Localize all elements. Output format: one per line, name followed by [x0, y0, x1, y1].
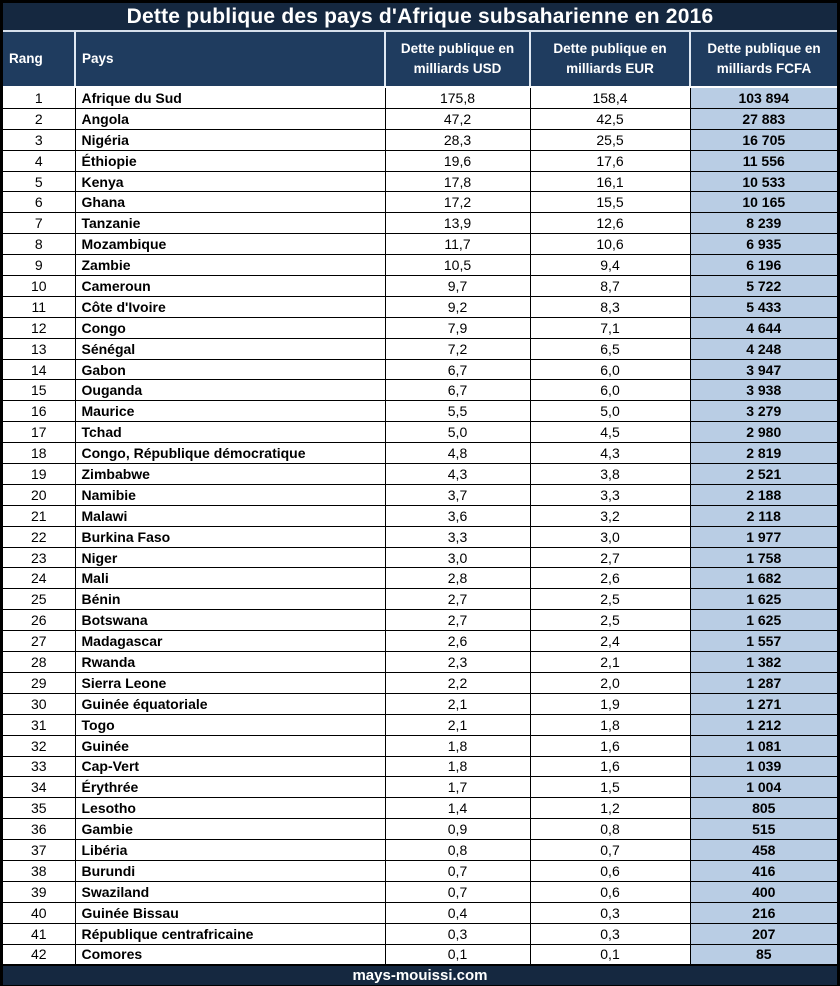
eur-cell: 0,8: [530, 819, 690, 840]
usd-cell: 9,2: [385, 296, 530, 317]
eur-cell: 12,6: [530, 213, 690, 234]
fcfa-cell: 416: [690, 860, 837, 881]
usd-cell: 7,2: [385, 338, 530, 359]
rank-cell: 41: [3, 923, 75, 944]
table-row: [3, 631, 837, 652]
country-cell: Zimbabwe: [75, 464, 385, 485]
usd-cell: 13,9: [385, 213, 530, 234]
rank-cell: 17: [3, 422, 75, 443]
fcfa-cell: 1 287: [690, 672, 837, 693]
eur-cell: 17,6: [530, 150, 690, 171]
usd-cell: 9,7: [385, 276, 530, 297]
table-row: [3, 798, 837, 819]
rank-cell: 23: [3, 547, 75, 568]
fcfa-cell: 515: [690, 819, 837, 840]
eur-cell: 2,0: [530, 672, 690, 693]
table-row: [3, 672, 837, 693]
country-cell: Rwanda: [75, 652, 385, 673]
country-cell: Guinée: [75, 735, 385, 756]
table-row: [3, 923, 837, 944]
country-cell: Côte d'Ivoire: [75, 296, 385, 317]
country-cell: Swaziland: [75, 881, 385, 902]
usd-cell: 0,3: [385, 923, 530, 944]
rank-cell: 6: [3, 192, 75, 213]
country-cell: Cameroun: [75, 276, 385, 297]
rank-cell: 36: [3, 819, 75, 840]
usd-cell: 3,7: [385, 484, 530, 505]
eur-cell: 5,0: [530, 401, 690, 422]
table-row: [3, 338, 837, 359]
rank-cell: 33: [3, 756, 75, 777]
table-row: [3, 902, 837, 923]
eur-cell: 0,6: [530, 881, 690, 902]
header-debt-eur: Dette publique en milliards EUR: [530, 32, 690, 87]
country-cell: Maurice: [75, 401, 385, 422]
table-row: [3, 317, 837, 338]
country-cell: Angola: [75, 108, 385, 129]
table-row: [3, 87, 837, 108]
eur-cell: 8,7: [530, 276, 690, 297]
table-row: [3, 296, 837, 317]
country-cell: Lesotho: [75, 798, 385, 819]
usd-cell: 175,8: [385, 87, 530, 108]
country-cell: Tanzanie: [75, 213, 385, 234]
header-debt-usd: Dette publique en milliards USD: [385, 32, 530, 87]
header-row: [3, 32, 837, 87]
rank-cell: 10: [3, 276, 75, 297]
country-cell: Afrique du Sud: [75, 87, 385, 108]
country-cell: Guinée Bissau: [75, 902, 385, 923]
country-cell: Nigéria: [75, 129, 385, 150]
country-cell: République centrafricaine: [75, 923, 385, 944]
usd-cell: 1,7: [385, 777, 530, 798]
country-cell: Bénin: [75, 589, 385, 610]
table-body: [3, 87, 837, 965]
rank-cell: 2: [3, 108, 75, 129]
usd-cell: 0,9: [385, 819, 530, 840]
usd-cell: 5,0: [385, 422, 530, 443]
eur-cell: 2,5: [530, 610, 690, 631]
country-cell: Togo: [75, 714, 385, 735]
usd-cell: 28,3: [385, 129, 530, 150]
eur-cell: 1,6: [530, 756, 690, 777]
usd-cell: 2,8: [385, 568, 530, 589]
fcfa-cell: 10 165: [690, 192, 837, 213]
eur-cell: 2,6: [530, 568, 690, 589]
fcfa-cell: 3 279: [690, 401, 837, 422]
fcfa-cell: 2 118: [690, 505, 837, 526]
country-cell: Congo, République démocratique: [75, 443, 385, 464]
table-row: [3, 380, 837, 401]
country-cell: Érythrée: [75, 777, 385, 798]
fcfa-cell: 1 625: [690, 589, 837, 610]
usd-cell: 1,8: [385, 735, 530, 756]
usd-cell: 47,2: [385, 108, 530, 129]
fcfa-cell: 6 935: [690, 234, 837, 255]
rank-cell: 16: [3, 401, 75, 422]
table-row: [3, 610, 837, 631]
usd-cell: 17,2: [385, 192, 530, 213]
table-row: [3, 860, 837, 881]
rank-cell: 5: [3, 171, 75, 192]
fcfa-cell: 6 196: [690, 255, 837, 276]
country-cell: Madagascar: [75, 631, 385, 652]
usd-cell: 7,9: [385, 317, 530, 338]
usd-cell: 2,2: [385, 672, 530, 693]
table-row: [3, 693, 837, 714]
fcfa-cell: 1 625: [690, 610, 837, 631]
fcfa-cell: 1 039: [690, 756, 837, 777]
table-row: [3, 150, 837, 171]
rank-cell: 12: [3, 317, 75, 338]
usd-cell: 1,4: [385, 798, 530, 819]
table-row: [3, 944, 837, 965]
table-row: [3, 505, 837, 526]
eur-cell: 15,5: [530, 192, 690, 213]
country-cell: Namibie: [75, 484, 385, 505]
table-header: [3, 32, 837, 87]
usd-cell: 17,8: [385, 171, 530, 192]
fcfa-cell: 2 819: [690, 443, 837, 464]
country-cell: Mozambique: [75, 234, 385, 255]
fcfa-cell: 10 533: [690, 171, 837, 192]
table-row: [3, 547, 837, 568]
table-row: [3, 735, 837, 756]
header-rank: Rang: [3, 32, 75, 87]
usd-cell: 3,6: [385, 505, 530, 526]
usd-cell: 3,0: [385, 547, 530, 568]
rank-cell: 32: [3, 735, 75, 756]
fcfa-cell: 11 556: [690, 150, 837, 171]
table-row: [3, 401, 837, 422]
usd-cell: 0,8: [385, 840, 530, 861]
eur-cell: 42,5: [530, 108, 690, 129]
usd-cell: 4,3: [385, 464, 530, 485]
eur-cell: 2,5: [530, 589, 690, 610]
rank-cell: 4: [3, 150, 75, 171]
fcfa-cell: 85: [690, 944, 837, 965]
rank-cell: 21: [3, 505, 75, 526]
usd-cell: 2,6: [385, 631, 530, 652]
fcfa-cell: 1 382: [690, 652, 837, 673]
eur-cell: 1,2: [530, 798, 690, 819]
rank-cell: 42: [3, 944, 75, 965]
country-cell: Zambie: [75, 255, 385, 276]
rank-cell: 26: [3, 610, 75, 631]
country-cell: Kenya: [75, 171, 385, 192]
footer-watermark: mays-mouissi.com: [3, 965, 837, 985]
rank-cell: 28: [3, 652, 75, 673]
country-cell: Burkina Faso: [75, 526, 385, 547]
fcfa-cell: 400: [690, 881, 837, 902]
eur-cell: 4,3: [530, 443, 690, 464]
eur-cell: 0,6: [530, 860, 690, 881]
fcfa-cell: 805: [690, 798, 837, 819]
rank-cell: 20: [3, 484, 75, 505]
fcfa-cell: 1 682: [690, 568, 837, 589]
fcfa-cell: 1 081: [690, 735, 837, 756]
fcfa-cell: 3 947: [690, 359, 837, 380]
fcfa-cell: 1 271: [690, 693, 837, 714]
fcfa-cell: 1 557: [690, 631, 837, 652]
table-row: [3, 443, 837, 464]
fcfa-cell: 2 188: [690, 484, 837, 505]
eur-cell: 2,4: [530, 631, 690, 652]
rank-cell: 27: [3, 631, 75, 652]
fcfa-cell: 207: [690, 923, 837, 944]
rank-cell: 3: [3, 129, 75, 150]
usd-cell: 2,7: [385, 589, 530, 610]
table-row: [3, 213, 837, 234]
usd-cell: 11,7: [385, 234, 530, 255]
fcfa-cell: 4 248: [690, 338, 837, 359]
table-row: [3, 192, 837, 213]
country-cell: Libéria: [75, 840, 385, 861]
fcfa-cell: 2 980: [690, 422, 837, 443]
fcfa-cell: 2 521: [690, 464, 837, 485]
debt-table: [3, 32, 837, 965]
usd-cell: 10,5: [385, 255, 530, 276]
table-row: [3, 422, 837, 443]
eur-cell: 9,4: [530, 255, 690, 276]
table-row: [3, 234, 837, 255]
country-cell: Congo: [75, 317, 385, 338]
table-row: [3, 359, 837, 380]
country-cell: Botswana: [75, 610, 385, 631]
eur-cell: 4,5: [530, 422, 690, 443]
fcfa-cell: 103 894: [690, 87, 837, 108]
usd-cell: 19,6: [385, 150, 530, 171]
fcfa-cell: 27 883: [690, 108, 837, 129]
rank-cell: 34: [3, 777, 75, 798]
eur-cell: 7,1: [530, 317, 690, 338]
table-row: [3, 129, 837, 150]
table-row: [3, 108, 837, 129]
country-cell: Éthiopie: [75, 150, 385, 171]
fcfa-cell: 5 433: [690, 296, 837, 317]
usd-cell: 2,7: [385, 610, 530, 631]
country-cell: Sierra Leone: [75, 672, 385, 693]
eur-cell: 0,3: [530, 923, 690, 944]
country-cell: Ouganda: [75, 380, 385, 401]
rank-cell: 24: [3, 568, 75, 589]
rank-cell: 8: [3, 234, 75, 255]
country-cell: Cap-Vert: [75, 756, 385, 777]
fcfa-cell: 5 722: [690, 276, 837, 297]
rank-cell: 13: [3, 338, 75, 359]
usd-cell: 5,5: [385, 401, 530, 422]
eur-cell: 3,2: [530, 505, 690, 526]
usd-cell: 6,7: [385, 380, 530, 401]
usd-cell: 3,3: [385, 526, 530, 547]
rank-cell: 18: [3, 443, 75, 464]
rank-cell: 30: [3, 693, 75, 714]
usd-cell: 6,7: [385, 359, 530, 380]
table-row: [3, 840, 837, 861]
rank-cell: 11: [3, 296, 75, 317]
fcfa-cell: 458: [690, 840, 837, 861]
usd-cell: 4,8: [385, 443, 530, 464]
rank-cell: 40: [3, 902, 75, 923]
usd-cell: 0,1: [385, 944, 530, 965]
table-row: [3, 819, 837, 840]
usd-cell: 2,1: [385, 693, 530, 714]
fcfa-cell: 8 239: [690, 213, 837, 234]
eur-cell: 3,8: [530, 464, 690, 485]
usd-cell: 0,7: [385, 860, 530, 881]
country-cell: Guinée équatoriale: [75, 693, 385, 714]
header-debt-fcfa: Dette publique en milliards FCFA: [690, 32, 837, 87]
country-cell: Comores: [75, 944, 385, 965]
table-row: [3, 589, 837, 610]
rank-cell: 7: [3, 213, 75, 234]
table-row: [3, 464, 837, 485]
eur-cell: 0,1: [530, 944, 690, 965]
usd-cell: 0,4: [385, 902, 530, 923]
country-cell: Gabon: [75, 359, 385, 380]
fcfa-cell: 1 212: [690, 714, 837, 735]
rank-cell: 37: [3, 840, 75, 861]
table-row: [3, 777, 837, 798]
rank-cell: 39: [3, 881, 75, 902]
rank-cell: 35: [3, 798, 75, 819]
fcfa-cell: 1 977: [690, 526, 837, 547]
eur-cell: 1,5: [530, 777, 690, 798]
usd-cell: 2,1: [385, 714, 530, 735]
eur-cell: 6,0: [530, 359, 690, 380]
rank-cell: 38: [3, 860, 75, 881]
fcfa-cell: 1 004: [690, 777, 837, 798]
rank-cell: 1: [3, 87, 75, 108]
table-row: [3, 881, 837, 902]
country-cell: Ghana: [75, 192, 385, 213]
rank-cell: 25: [3, 589, 75, 610]
rank-cell: 31: [3, 714, 75, 735]
rank-cell: 19: [3, 464, 75, 485]
country-cell: Sénégal: [75, 338, 385, 359]
eur-cell: 0,7: [530, 840, 690, 861]
eur-cell: 8,3: [530, 296, 690, 317]
country-cell: Tchad: [75, 422, 385, 443]
table-row: [3, 652, 837, 673]
country-cell: Mali: [75, 568, 385, 589]
eur-cell: 6,0: [530, 380, 690, 401]
page-title: Dette publique des pays d'Afrique subsaharienne en 2016: [3, 3, 837, 32]
eur-cell: 1,9: [530, 693, 690, 714]
table-row: [3, 255, 837, 276]
country-cell: Burundi: [75, 860, 385, 881]
table-row: [3, 171, 837, 192]
eur-cell: 25,5: [530, 129, 690, 150]
eur-cell: 158,4: [530, 87, 690, 108]
rank-cell: 22: [3, 526, 75, 547]
table-row: [3, 526, 837, 547]
country-cell: Malawi: [75, 505, 385, 526]
table-row: [3, 756, 837, 777]
table-row: [3, 568, 837, 589]
country-cell: Gambie: [75, 819, 385, 840]
usd-cell: 0,7: [385, 881, 530, 902]
fcfa-cell: 16 705: [690, 129, 837, 150]
rank-cell: 29: [3, 672, 75, 693]
rank-cell: 15: [3, 380, 75, 401]
header-country: Pays: [75, 32, 385, 87]
fcfa-cell: 1 758: [690, 547, 837, 568]
fcfa-cell: 3 938: [690, 380, 837, 401]
eur-cell: 2,1: [530, 652, 690, 673]
usd-cell: 1,8: [385, 756, 530, 777]
eur-cell: 1,6: [530, 735, 690, 756]
eur-cell: 2,7: [530, 547, 690, 568]
fcfa-cell: 216: [690, 902, 837, 923]
fcfa-cell: 4 644: [690, 317, 837, 338]
country-cell: Niger: [75, 547, 385, 568]
rank-cell: 9: [3, 255, 75, 276]
table-row: [3, 484, 837, 505]
table-row: [3, 276, 837, 297]
eur-cell: 3,0: [530, 526, 690, 547]
eur-cell: 6,5: [530, 338, 690, 359]
rank-cell: 14: [3, 359, 75, 380]
eur-cell: 3,3: [530, 484, 690, 505]
table-row: [3, 714, 837, 735]
eur-cell: 1,8: [530, 714, 690, 735]
usd-cell: 2,3: [385, 652, 530, 673]
eur-cell: 0,3: [530, 902, 690, 923]
eur-cell: 16,1: [530, 171, 690, 192]
eur-cell: 10,6: [530, 234, 690, 255]
